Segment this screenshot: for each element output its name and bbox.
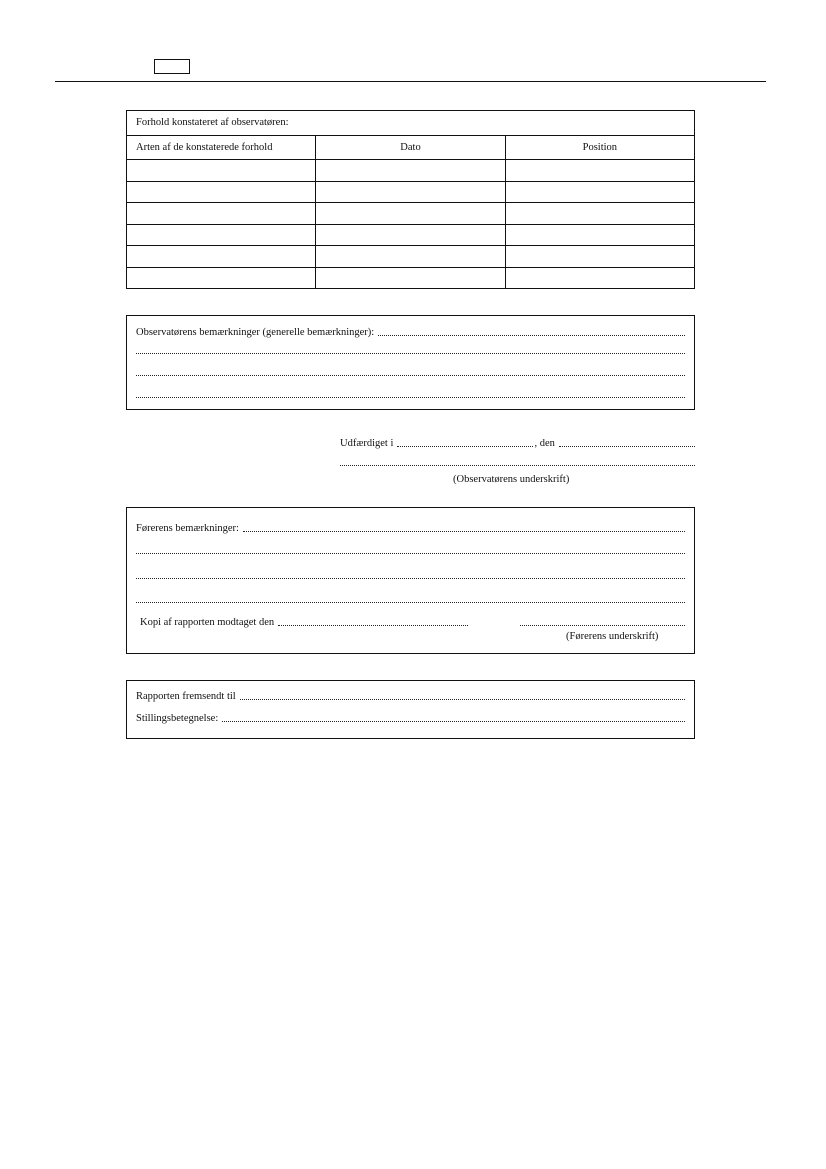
table-cell[interactable] — [505, 267, 694, 289]
table-row — [127, 203, 695, 225]
skipper-signature-line[interactable] — [520, 625, 685, 626]
observer-remarks-box — [126, 315, 695, 410]
table-cell[interactable] — [505, 181, 694, 203]
column-header-date: Dato — [316, 135, 505, 160]
report-sent-to-line — [136, 689, 685, 702]
header-code-box — [154, 59, 190, 74]
table-row — [127, 246, 695, 268]
job-title-field[interactable] — [222, 721, 685, 722]
table-cell[interactable] — [127, 181, 316, 203]
observer-remarks-line — [136, 325, 685, 338]
table-cell[interactable] — [316, 224, 505, 246]
report-sent-to-field[interactable] — [240, 699, 685, 700]
table-header-row — [127, 135, 695, 160]
observer-remarks-field-line[interactable] — [136, 353, 685, 354]
table-cell[interactable] — [127, 246, 316, 268]
table-cell[interactable] — [127, 203, 316, 225]
issued-line — [340, 436, 695, 449]
table-cell[interactable] — [316, 160, 505, 182]
table-cell[interactable] — [316, 267, 505, 289]
job-title-line — [136, 711, 685, 724]
table-title: Forhold konstateret af observatøren: — [127, 111, 695, 136]
copy-received-label: Kopi af rapporten modtaget den — [140, 617, 275, 628]
issued-place-field[interactable] — [397, 446, 533, 447]
report-sent-to-label: Rapporten fremsendt til — [136, 691, 236, 702]
table-row — [127, 224, 695, 246]
table-title-row — [127, 111, 695, 136]
column-header-position: Position — [505, 135, 694, 160]
copy-received-date-field[interactable] — [278, 625, 468, 626]
table-cell[interactable] — [316, 246, 505, 268]
table-cell[interactable] — [505, 160, 694, 182]
issued-place-label: Udfærdiget i — [340, 438, 394, 449]
skipper-remarks-field-line[interactable] — [136, 553, 685, 554]
column-header-nature: Arten af de konstaterede forhold — [127, 135, 316, 160]
observer-signature-caption: (Observatørens underskrift) — [453, 474, 570, 485]
header-rule — [55, 81, 766, 82]
copy-received-line — [140, 615, 468, 628]
table-row — [127, 181, 695, 203]
table-cell[interactable] — [505, 203, 694, 225]
report-box — [126, 680, 695, 739]
table-cell[interactable] — [316, 203, 505, 225]
skipper-remarks-field[interactable] — [243, 531, 685, 532]
table-cell[interactable] — [505, 224, 694, 246]
skipper-signature-caption: (Førerens underskrift) — [566, 631, 659, 642]
table-cell[interactable] — [127, 267, 316, 289]
skipper-remarks-field-line[interactable] — [136, 602, 685, 603]
table-cell[interactable] — [316, 181, 505, 203]
observer-signature-line[interactable] — [340, 465, 695, 466]
skipper-remarks-box — [126, 507, 695, 654]
skipper-remarks-line — [136, 521, 685, 534]
observer-remarks-field-line[interactable] — [136, 375, 685, 376]
skipper-remarks-label: Førerens bemærkninger: — [136, 523, 239, 534]
table-row — [127, 160, 695, 182]
observations-table — [126, 110, 695, 289]
table-cell[interactable] — [127, 160, 316, 182]
issued-date-label: , den — [534, 438, 555, 449]
observer-remarks-field-line[interactable] — [136, 397, 685, 398]
table-cell[interactable] — [505, 246, 694, 268]
job-title-label: Stillingsbetegnelse: — [136, 713, 219, 724]
observer-remarks-field[interactable] — [378, 335, 685, 336]
skipper-remarks-field-line[interactable] — [136, 578, 685, 579]
issued-date-field[interactable] — [559, 446, 695, 447]
table-row — [127, 267, 695, 289]
observer-remarks-label: Observatørens bemærkninger (generelle bemærkninger): — [136, 327, 375, 338]
table-cell[interactable] — [127, 224, 316, 246]
